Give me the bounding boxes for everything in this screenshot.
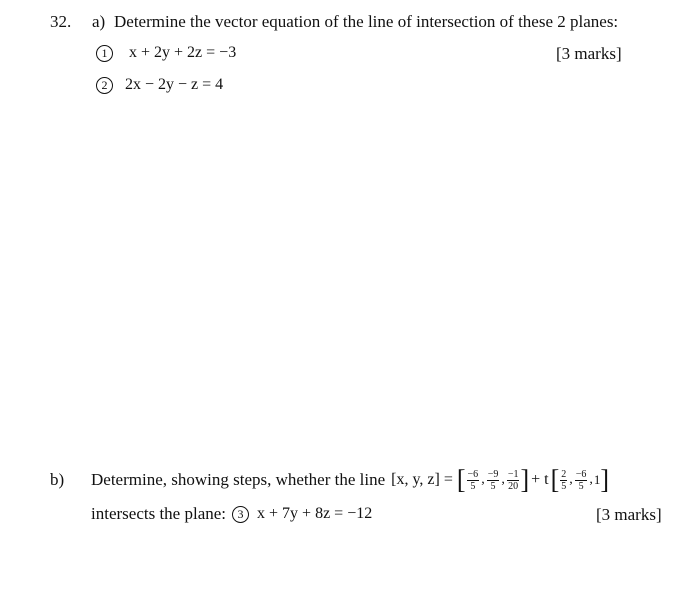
comma: , [589,472,593,487]
part-b-line-1 [91,462,609,498]
direction-z: 1 [593,472,601,487]
question-number: 32. [50,12,72,31]
point-x-den: 5 [470,480,476,492]
comma: , [569,472,573,487]
plane-3-prefix: intersects the plane: [91,504,227,523]
point-z-num: −1 [507,468,519,480]
part-a-label: a) [92,12,106,31]
plane-3-marker: 3 [232,506,249,523]
point-y-fraction [487,469,500,492]
direction-close-bracket: ] [600,464,610,495]
part-b-label: b) [50,470,65,489]
comma: , [501,472,505,487]
point-y-den: 5 [490,480,496,492]
plane-1-equation: x + 2y + 2z = −3 [129,44,237,61]
parameter-t: + t [531,471,549,488]
point-open-bracket: [ [456,464,466,495]
plane-1-marker: 1 [96,45,113,62]
point-x-num: −6 [467,468,479,480]
point-z-den: 20 [508,480,519,492]
plane-2-equation: 2x − 2y − z = 4 [125,76,224,93]
direction-open-bracket: [ [550,464,560,495]
direction-y-num: −6 [575,468,587,480]
part-b-marks: [3 marks] [596,505,662,524]
plane-2-row [96,76,223,94]
point-y-num: −9 [487,468,499,480]
plane-1-row [96,44,236,62]
plane-3-equation: x + 7y + 8z = −12 [257,505,373,522]
direction-y-fraction [575,469,588,492]
part-a-marks: [3 marks] [556,44,622,63]
line-lhs: [x, y, z] = [391,471,453,488]
comma: , [481,472,485,487]
part-a-prompt: Determine the vector equation of the line of intersection of these 2 planes: [114,12,619,31]
part-b-line-2 [91,504,372,524]
direction-y-den: 5 [578,480,584,492]
point-x-fraction [467,469,480,492]
part-b-prompt: Determine, showing steps, whether the line [91,470,386,489]
point-z-fraction [507,469,520,492]
direction-x-den: 5 [561,480,567,492]
direction-x-fraction [560,469,567,492]
direction-x-num: 2 [561,468,567,480]
plane-2-marker: 2 [96,77,113,94]
point-close-bracket: ] [520,464,530,495]
